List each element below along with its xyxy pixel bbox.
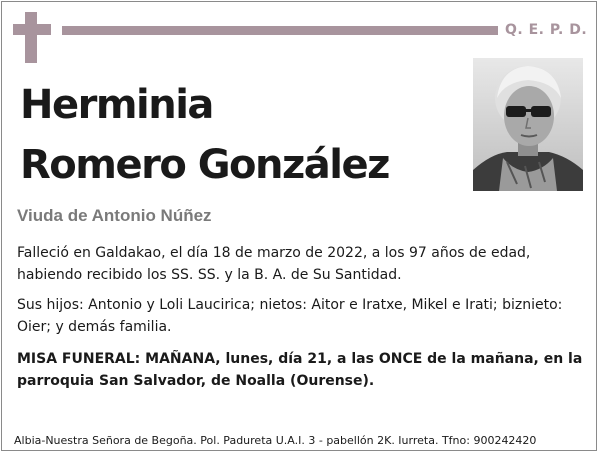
deceased-photo: [473, 58, 583, 191]
portrait-image: [473, 58, 583, 191]
cross-icon: [25, 12, 37, 63]
obituary-card: [1, 1, 597, 451]
death-notice-paragraph: Falleció en Galdakao, el día 18 de marzo de 2022, a los 97 años de edad, habiendo recibido los SS. SS. y la B. A. de Su Santidad.: [17, 245, 531, 283]
header-rule: [62, 26, 498, 35]
deceased-first-name: Herminia: [20, 82, 213, 128]
funeral-home-footer: Albia-Nuestra Señora de Begoña. Pol. Padureta U.A.I. 3 - pabellón 2K. Iurreta. Tfno: 900242420: [14, 434, 537, 447]
funeral-mass-paragraph: MISA FUNERAL: MAÑANA, lunes, día 21, a las ONCE de la mañana, en la parroquia San Salvador, de Noalla (Ourense).: [17, 351, 583, 389]
cross-icon-bar: [13, 24, 51, 35]
qepd-label: Q. E. P. D.: [505, 22, 588, 38]
family-paragraph: Sus hijos: Antonio y Loli Laucirica; nietos: Aitor e Iratxe, Mikel e Irati; biznieto: Oier; y demás familia.: [17, 297, 563, 335]
deceased-surnames: Romero González: [20, 142, 389, 188]
deceased-subtitle: Viuda de Antonio Núñez: [17, 206, 212, 225]
